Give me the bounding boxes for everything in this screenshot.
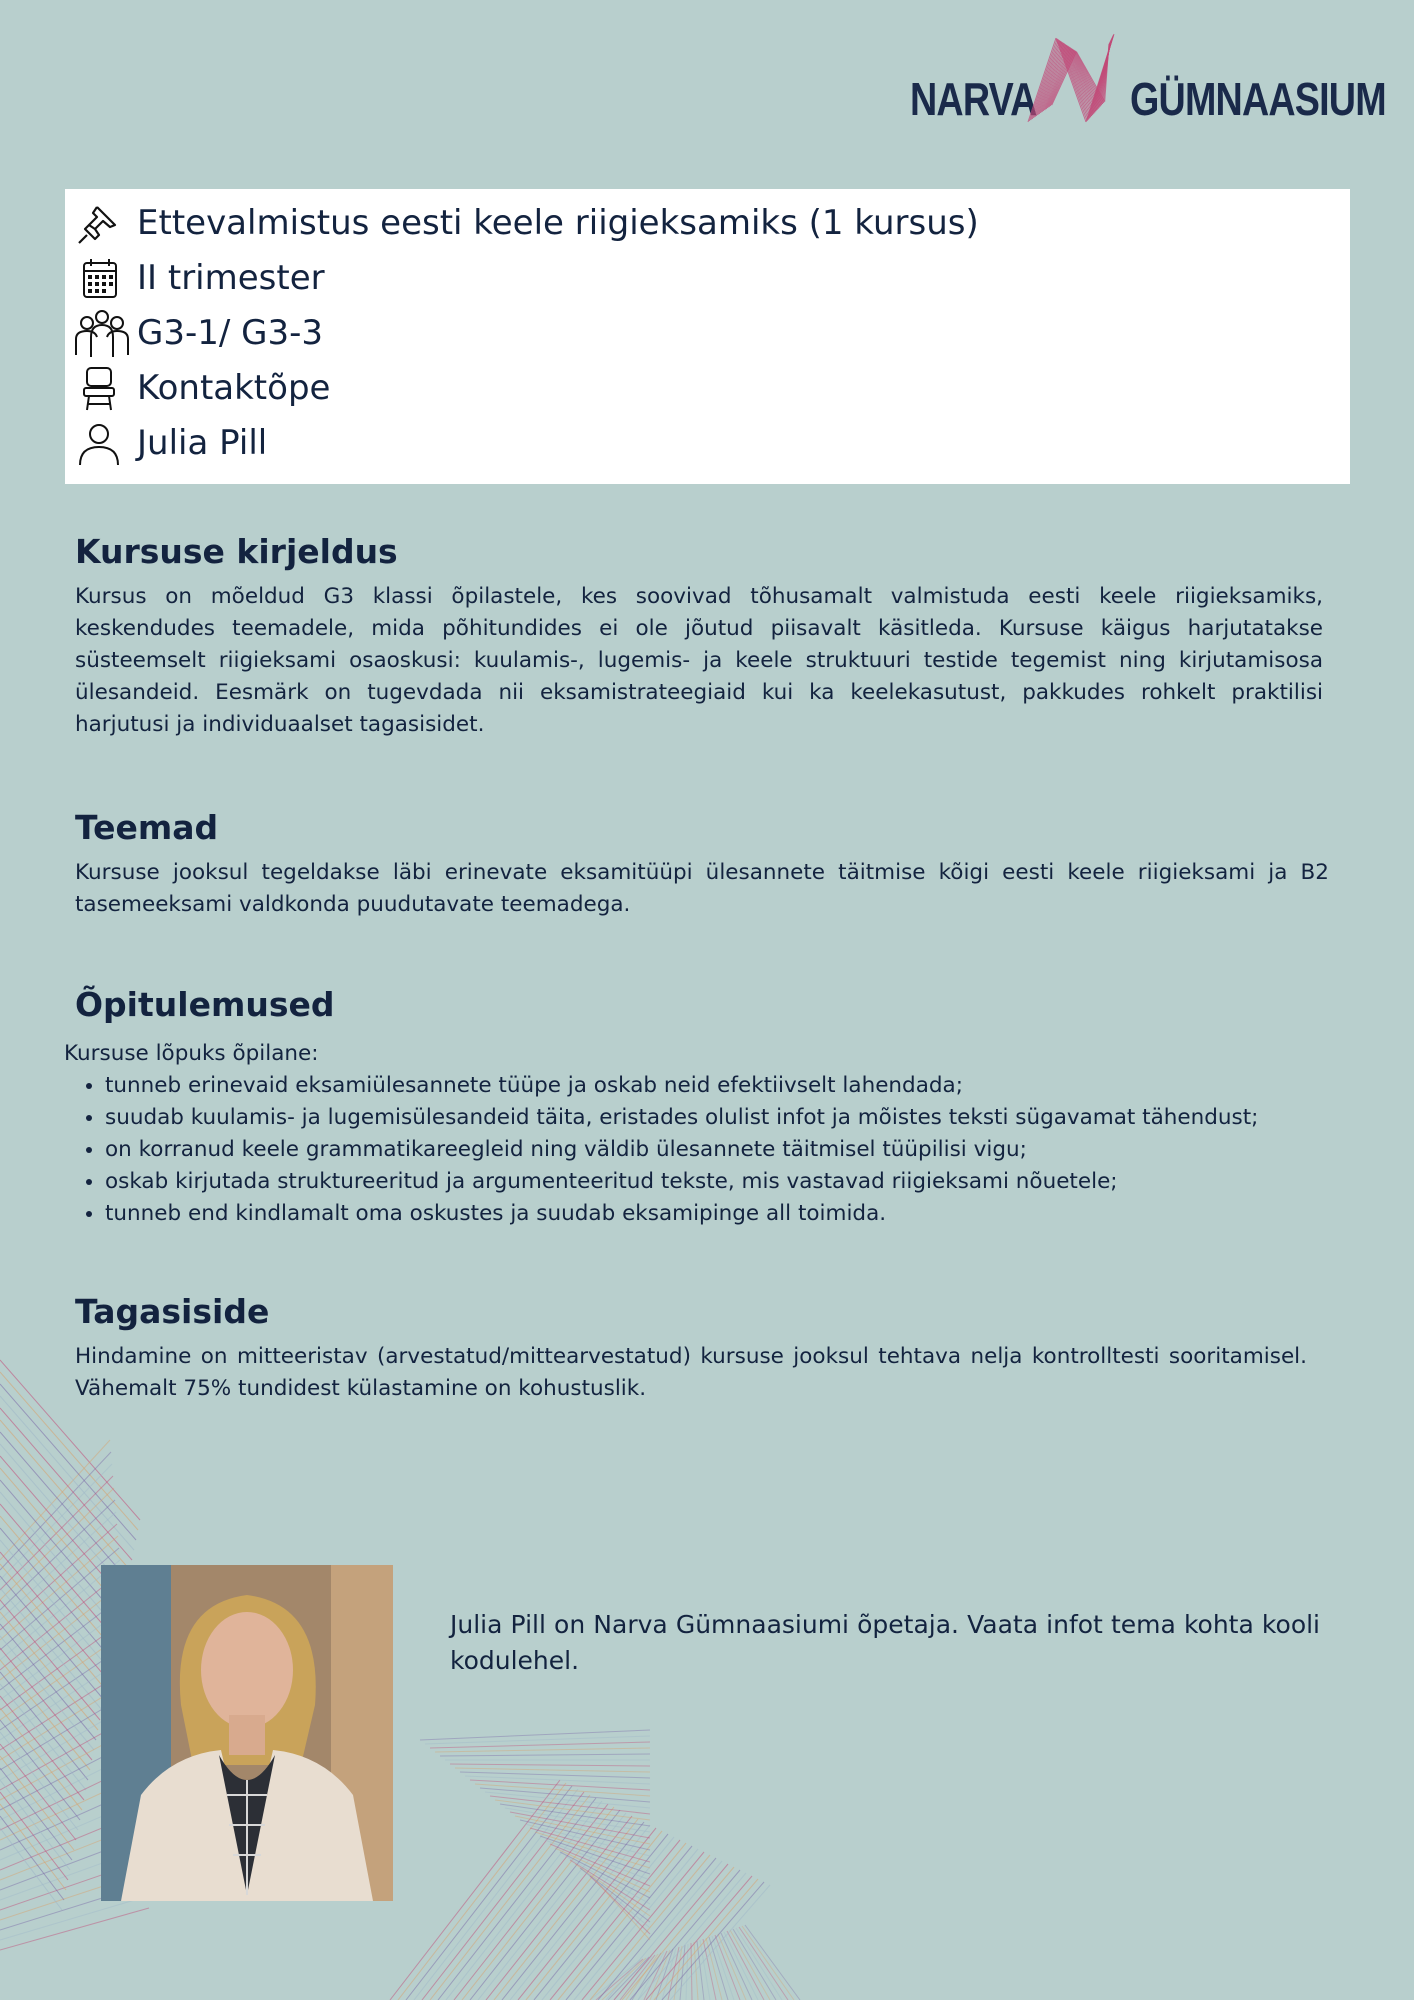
- feedback-section: [75, 1292, 1307, 1405]
- logo-word-gymnaasium: GÜMNAASIUM: [1130, 73, 1386, 125]
- info-term: II trimester: [137, 258, 325, 298]
- info-row-course-name: [65, 197, 1350, 249]
- group-icon: [73, 309, 131, 359]
- outcomes-heading: Õpitulemused: [75, 985, 335, 1024]
- chair-icon: [75, 366, 123, 412]
- list-item: • on korranud keele grammatikareegleid ning väldib ülesannete täitmisel tüüpilisi vigu;: [105, 1134, 1375, 1166]
- info-groups: G3-1/ G3-3: [137, 313, 324, 353]
- info-course-name: Ettevalmistus eesti keele riigieksamiks (1 kursus): [137, 203, 979, 243]
- description-text: Kursus on mõeldud G3 klassi õpilastele, kes soovivad tõhusamalt valmistuda eesti keele riigieksamiks, keskendudes teemadele, mida põhitundides ei ole jõutud piisavalt käsitleda. Kursuse käigus harjutatakse süsteemselt riigieksami osaoskusi: kuulamis-, lugemis- ja keele struktuuri testide tegemist ning kirjutamisosa ülesandeid. Eesmärk on tugevdada nii eksamistrateegiaid kui ka keelekasutust, pakkudes rohkelt praktilisi harjutusi ja individuaalset tagasisidet.: [75, 584, 1323, 737]
- info-row-teacher: [65, 417, 1350, 469]
- logo-word-narva: NARVA: [910, 73, 1037, 125]
- pushpin-icon: [75, 201, 123, 247]
- list-item: • oskab kirjutada struktureeritud ja argumenteeritud tekste, mis vastavad riigieksami nõuetele;: [105, 1166, 1375, 1198]
- logo-n-mark-icon: [1026, 30, 1126, 130]
- teacher-bio: Julia Pill on Narva Gümnaasiumi õpetaja. Vaata infot tema kohta kooli kodulehel.: [450, 1610, 1320, 1675]
- topics-text: Kursuse jooksul tegeldakse läbi erinevate eksamitüüpi ülesannete täitmise kõigi eesti keele riigieksami ja B2 tasemeeksami valdkonda puudutavate teemadega.: [75, 860, 1329, 917]
- feedback-text: Hindamine on mitteeristav (arvestatud/mittearvestatud) kursuse jooksul tehtava nelja kontrolltesti sooritamisel. Vähemalt 75% tundidest külastamine on kohustuslik.: [75, 1344, 1307, 1401]
- description-section: [75, 532, 1323, 741]
- list-item: • tunneb end kindlamalt oma oskustes ja suudab eksamipinge all toimida.: [105, 1198, 1375, 1230]
- course-info-box: [65, 189, 1350, 484]
- person-icon: [75, 421, 123, 467]
- list-item: • tunneb erinevaid eksamiülesannete tüüpe ja oskab neid efektiivselt lahendada;: [105, 1070, 1375, 1102]
- info-teacher-name: Julia Pill: [137, 423, 268, 463]
- outcomes-list: [64, 1070, 1375, 1230]
- school-logo: [908, 28, 1386, 130]
- topics-heading: Teemad: [75, 808, 219, 847]
- outcomes-section: [75, 985, 1335, 1024]
- info-row-study-format: [65, 362, 1350, 414]
- info-row-term: [65, 252, 1350, 304]
- info-row-groups: [65, 307, 1350, 359]
- teacher-photo: [101, 1565, 393, 1901]
- calendar-icon: [75, 256, 123, 302]
- topics-section: [75, 808, 1329, 921]
- info-study-format: Kontaktõpe: [137, 368, 331, 408]
- outcomes-intro: Kursuse lõpuks õpilane:: [64, 1041, 319, 1066]
- description-heading: Kursuse kirjeldus: [75, 532, 398, 571]
- feedback-heading: Tagasiside: [75, 1292, 270, 1331]
- list-item: • suudab kuulamis- ja lugemisülesandeid täita, eristades olulist infot ja mõistes teksti sügavamat tähendust;: [105, 1102, 1375, 1134]
